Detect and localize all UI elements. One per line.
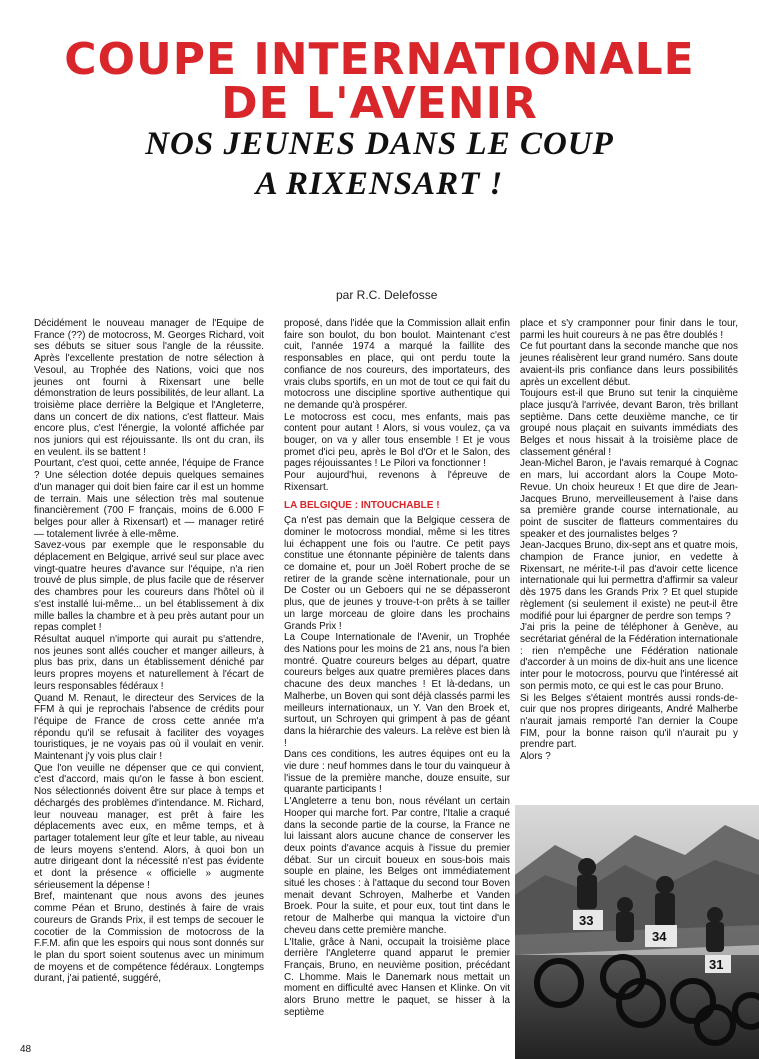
paragraph: Quand M. Renaut, le directeur des Services de la FFM à qui je reprochais l'absence de crédits pour l'équipe de France de cross cette année m'a répondu qu'il se refusait à faciliter des voyages touristiques, je ne voyais pas où il voulait en venir. Maintenant j'y vois plus clair ! <box>34 692 264 763</box>
paragraph: proposé, dans l'idée que la Commission allait enfin faire son boulot, du bon boulot. Maintenant c'est cuit, l'année 1974 a marqué la faillite des responsables en place, qui ont perdu toute la confiance de nos coureurs, des importateurs, des vrais clubs sportifs, en un mot de tout ce qui fait du motocross une discipline sportive authentique qui ne demande qu'à prospérer. <box>284 318 510 411</box>
bib-number: 34 <box>652 929 667 944</box>
paragraph: L'Italie, grâce à Nani, occupait la troisième place derrière l'Angleterre quand apparut le premier Français, Bruno, en neuvième position, précédant C. Lhomme. Mais le Danemark nous mettait un moment en difficulté avec Hansen et Klinke. On vit alors Bruno mettre le paquet, se hisser à la septième <box>284 936 510 1018</box>
paragraph: Toujours est-il que Bruno sut tenir la cinquième place jusqu'à l'arrivée, devant Baron, très brillant septième. Dans cette deuxième manche, ce tir groupé nous plaçait en suivants immédiats des Belges et nous hissait à la troisième place de classement général ! <box>520 388 738 458</box>
paragraph: Le motocross est cocu, mes enfants, mais pas content pour autant ! Alors, si vous voulez, ça va bouger, on va y aller tous ensemble ! Et je vous promet d'ici peu, après le Bol d'Or et le Salon, des pages réjouissantes ! Le Pilori va fonctionner ! <box>284 411 510 470</box>
paragraph: Pour aujourd'hui, revenons à l'épreuve de Rixensart. <box>284 470 510 493</box>
paragraph: Ça n'est pas demain que la Belgique cessera de dominer le motocross mondial, même si les titres lui échappent une fois ou l'autre. Ce petit pays constitue une étonnante pépinière de talents dans ce domaine et, pour un Joël Robert proche de se retirer de la grande scène internationale, pour un De Coster ou un Geboers qui ne se dépasseront plus, que de jeunes y trouve-t-on prêts à se tailler un large morceau de gloire dans les prochains Grands Prix ! <box>284 515 510 632</box>
byline: par R.C. Delefosse <box>336 288 438 302</box>
paragraph: Pourtant, c'est quoi, cette année, l'équipe de France ? Une sélection dotée depuis quelques semaines d'un manager qui doit bien faire car il est un homme de terrain. Mais une sélection très mal soutenue financièrement (700 F français, moins de 6.000 F belges pour aller à Rixensart) et — manager retiré — totalement livrée à elle-même. <box>34 458 264 540</box>
bib-number: 31 <box>709 957 724 972</box>
paragraph: Bref, maintenant que nous avons des jeunes comme Péan et Bruno, destinés à faire de vrais coureurs de Grands Prix, il est temps de secouer le cocotier de la Commission de motocross de la F.F.M. afin que les espoirs qui nous sont donnés sur le plan du sport soient soutenus avec un minimum de moyens et de compétence fédéraux. Longtemps durant, j'ai patienté, suggéré, <box>34 891 264 985</box>
article-column-2 <box>284 318 510 1018</box>
paragraph: Dans ces conditions, les autres équipes ont eu la vie dure : neuf hommes dans le tour du vainqueur à l'issue de la première manche, douze ensuite, sur quarante participants ! <box>284 749 510 796</box>
paragraph: Que l'on veuille ne dépenser que ce qui convient, c'est d'accord, mais qu'on le fasse à bon escient. Nos sélectionnés doivent être sur place à temps et déchargés des problèmes d'intendance. M. Richard, leur nouveau manager, est prêt à faire les déplacements avec eux, en même temps, et à partager totalement leur gîte et leur table, au niveau de leurs moyens s'entend. Alors, à quoi bon un autre dirigeant dont la nécessité n'est pas évidente et dont la présence « officielle » augmente sérieusement la dépense ! <box>34 762 264 891</box>
paragraph: La Coupe Internationale de l'Avenir, un Trophée des Nations pour les moins de 21 ans, nous l'a bien montré. Quatre coureurs belges au départ, quatre coureurs belges aux quatre premières places dans chacune des deux manches ! Et là-dedans, un Malherbe, un Boven qui sont déjà classés parmi les meilleurs internationaux, un Y. Van den Broek et, surtout, un Schroyen qui grimpent à pas de géant dans la hiérarchie des valeurs. La relève est bien là ! <box>284 632 510 749</box>
race-photo <box>515 805 759 1059</box>
paragraph: Décidément le nouveau manager de l'Equipe de France (??) de motocross, M. Georges Richard, voit ses débuts se situer sous l'angle de la réussite. Après l'excellente prestation de notre sélection à Vesoul, au Trophée des Nations, voici que nos jeunes ont fourni à Rixensart une belle démonstration de leurs possibilités, de leur allant. La troisième place derrière la Belgique et l'Angleterre, dans un concert de dix nations, c'est flatteur. Mais encore plus, c'est l'énergie, la volonté affichée par nos juniors qui est réjouissante. Ils ont du cran, ils en veulent. ils se battent ! <box>34 318 264 458</box>
paragraph: Si les Belges s'étaient montrés aussi ronds-de-cuir que nos propres dirigeants, André Malherbe n'aurait jamais remporté l'an dernier la Coupe FIM, pour la bonne raison qu'il n'aurait pu y prendre part. <box>520 692 738 751</box>
paragraph: Alors ? <box>520 751 551 763</box>
paragraph: Résultat auquel n'importe qui aurait pu s'attendre, nos jeunes sont allés coucher et manger ailleurs, à plus bas prix, dans un établissement déniché par leurs propres moyens et naturellement à l'écart de leurs responsables fédéraux ! <box>34 633 264 692</box>
paragraph: L'Angleterre a tenu bon, nous révélant un certain Hooper qui marche fort. Par contre, l'Italie a craqué dans la seconde partie de la course, la France ne lui laissant alors aucune chance de conserver les deux points d'avance acquis à l'issue du premier débat. Sur un circuit boueux en sous-bois mais souple en plaine, les Belges ont immédiatement situé les choses : à l'attaque du second tour Boven menait devant Schroyen, Malherbe et Vanden Broek. Pour la suite, et pour eux, tout tint dans le retour de Malherbe qui manqua la victoire d'un cheveu dans cette première manche. <box>284 796 510 936</box>
paragraph: Ce fut pourtant dans la seconde manche que nos jeunes réalisèrent leur grand numéro. Sans doute avaient-ils pris confiance dans leurs possibilités après un excellent début. <box>520 341 738 388</box>
subheadline-line-2: A RIXENSART ! <box>255 166 504 202</box>
bib-number: 33 <box>579 913 594 928</box>
paragraph: Savez-vous par exemple que le responsable du déplacement en Belgique, arrivé seul sur place avec vingt-quatre heures d'avance sur l'équipe, n'a rien trouvé de plus simple, de plus facile que de réserver des chambres pour les coureurs dans l'hôtel où il s'est installé lui-même... un bel établissement à dix mille balles la chambre et à peu près autant pour un repas complet ! <box>34 540 264 634</box>
paragraph: Jean-Jacques Bruno, dix-sept ans et quatre mois, champion de France junior, en vedette à Rixensart, ne mérite-t-il pas d'avoir cette licence internationale qui lui permettra d'affirmir sa valeur dès 1975 dans les Grands Prix ? Et quel stupide règlement (si seulement il existe) ne peut-il être modifié pour lui épargner de perdre son temps ? <box>520 540 738 622</box>
paragraph: J'ai pris la peine de téléphoner à Genève, au secrétariat général de la Fédération internationale : rien n'empêche une Fédération nationale d'accorder à un moins de dix-huit ans une licence inter pour le motocross, pourvu que l'intéressé ait son permis moto, ce qui est le cas pour Bruno. <box>520 622 738 692</box>
paragraph: Jean-Michel Baron, je l'avais remarqué à Cognac en mars, lui accordant alors la Coupe Moto-Revue. Un choix heureux ! Et que dire de Jean-Jacques Bruno, merveilleusement à l'aise dans sa première grande course internationale, au point de susciter de flatteurs commentaires du speaker et des journalistes belges ? <box>520 458 738 540</box>
headline-line-1: COUPE INTERNATIONALE <box>64 34 695 85</box>
paragraph: place et s'y cramponner pour finir dans le tour, parmi les huit coureurs à ne pas être doublés ! <box>520 318 738 341</box>
article-column-1 <box>34 318 264 985</box>
headline-line-2: DE L'AVENIR <box>221 78 538 129</box>
article-column-3 <box>520 318 738 763</box>
subheadline-line-1: NOS JEUNES DANS LE COUP <box>145 126 614 162</box>
section-heading: LA BELGIQUE : INTOUCHABLE ! <box>284 499 440 511</box>
page-number: 48 <box>20 1044 32 1055</box>
